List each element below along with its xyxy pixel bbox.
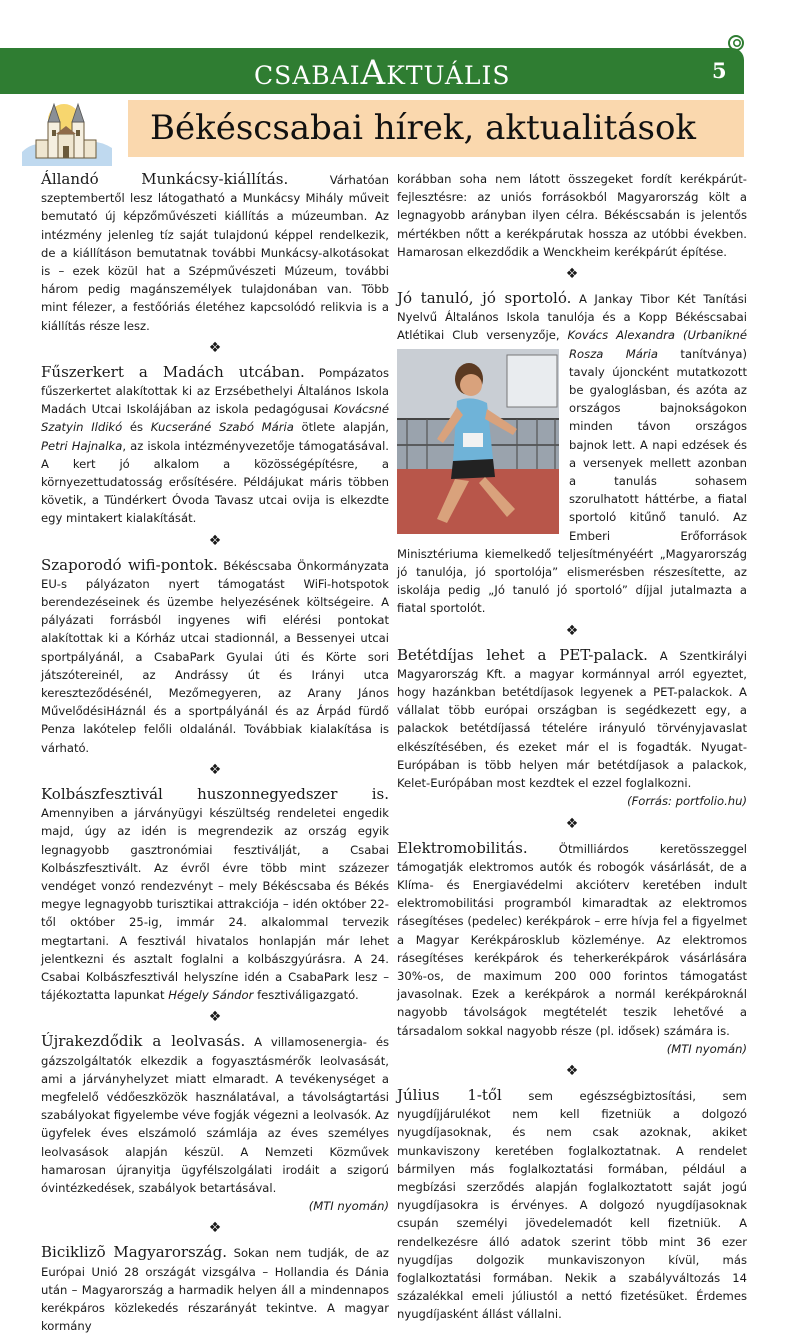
person-name: Hégely Sándor: [168, 988, 254, 1003]
source-note: (MTI nyomán): [666, 1041, 747, 1056]
article-body: , az iskola intézményvezetője támogatásával. A kert jó alkalom a közösségépítésre, a környezettudatosság erősítésére. Példájukat máris többen követik, a Tündérkert Óvoda Tavasz utcai ovija is elkezdte egy mintakert kialakítását.: [41, 438, 389, 526]
person-name: Kovácsné Szatyin Ildikó: [41, 402, 389, 435]
article-fuszerkert: [41, 363, 389, 528]
article-body: fesztiváligazgató.: [253, 988, 359, 1003]
athlete-photo: [397, 349, 559, 534]
article-leolvasas: [41, 1032, 389, 1215]
article-heading: Szaporodó wifi-pontok.: [41, 555, 218, 574]
article-body: A villamosenergia- és gázszolgáltatók elkezdik a fogyasztásmérők leolvasását, ami a járványhelyzet miatt elmaradt. A tevékenységet a megfelelő védőeszközök használatával, a távolságtartási szabályokat figyelembe véve fogják végezni a leolvasók. Az ügyfelek éves elszámoló számlája az éves személyes leolvasások alapján készül. A Nemzeti Közművek hamarosan újranyitja ügyfélszolgálati irodáit a szigorú óvintézkedések, szabályok betartásával.: [41, 1035, 390, 1195]
article-heading: Biciklizõ Magyarország.: [41, 1243, 227, 1262]
article-heading: Elektromobilitás.: [397, 838, 528, 857]
person-name: Petri Hajnalka: [41, 438, 123, 453]
right-column: [397, 170, 747, 1324]
article-heading: Újrakezdődik a leolvasás.: [41, 1032, 246, 1051]
article-body: Sokan nem tudják, de az Európai Unió 28 országát vizsgálva – Hollandia és Dánia után – Magyarország a harmadik helyen áll a mindennapos kerékpáros közlekedés részarányát tekintve. A magyar kormány: [41, 1246, 390, 1334]
separator: ❖: [565, 266, 579, 283]
article-heading: Jó tanuló, jó sportoló.: [397, 289, 572, 308]
church-illustration-icon: [20, 100, 130, 166]
article-body: Pompázatos fűszerkertet alakítottak ki az Erzsébethelyi Általános Iskola Madách Utcai Iskolájában az iskola pedagógusai: [41, 365, 390, 417]
article-elektromobilitas: [397, 839, 747, 1058]
article-biciklizo: [41, 1243, 389, 1335]
left-column: [41, 170, 389, 1335]
person-name: Kovács Alexandra (Urbanikné Rosza Mária: [567, 328, 747, 361]
article-body: Ötmilliárdos keretösszeggel támogatják elektromos autók és robogók vásárlását, de a Klíma- és Energiavédelmi akcióterv keretében indult elektromobilitási programból kimaradtak az elektromos rásegítéses (pedelec) kerékpárok – erre hívja fel a figyelmet a Magyar Kerékpárosklub közleménye. Az elektromos rásegítéses kerékpárok és teherkerékpárok vásárlására 30%-os, de maximum 200 000 forintos támogatást javasolnak. Ezek a kerékpárok a normál kerékpároknál nagyobb távolságok megtételét teszik lehetővé a társadalom sokkal nagyobb része (pl. idősek) számára is.: [397, 841, 747, 1038]
article-pet-palack: [397, 646, 747, 811]
article-body: Várhatóan szeptembertől lesz látogatható a Munkácsy Mihály műveit bemutató új képzőművészeti kiállítás a múzeumban. Az intézmény jelenleg tíz saját tulajdonú képpel rendelkezik, de a kiállításon bemutatnak további Munkácsy-alkotásokat is – ezek közül hat a Szépművészeti Múzeum, további három pedig magánszemélyek tulajdonában van. Több mint félezer, a festőóriás életéhez kapcsolódó relikvia is a kiállítás része lesz.: [41, 173, 389, 333]
article-body: Békéscsaba Önkormányzata EU-s pályázaton nyert támogatást WiFi-hotspotok berendezéseinek és üzembe helyezésének költségeire. A pályázati forrásból ingyenes wifi elérési pontokat alakítottak ki a Kórház utcai stadionnál, a Bessenyei utcai sportpályánál, a CsabaPark Gyulai úti és Körte sori játszótereinél, az Andrássy út és Irányi utca kereszteződésénél, Mezőmegyeren, az Arany János MűvelődésiHáznál és a sportpályánál és az Árpád fürdő Penza lakótelep felőli oldalánál. Továbbiak kialakítása is várható.: [41, 558, 389, 755]
article-jo-tanulo: [397, 289, 747, 618]
magazine-title: [254, 53, 511, 93]
separator: ❖: [208, 339, 222, 356]
person-name: Kucseráné Szabó Mária: [150, 420, 294, 435]
source-note: (Forrás: portfolio.hu): [627, 794, 747, 809]
article-body: ötlete alapján,: [293, 420, 389, 435]
article-heading: Fűszerkert a Madách utcában.: [41, 362, 305, 381]
article-wifi: [41, 556, 389, 757]
article-kolbaszfesztival: [41, 785, 389, 1004]
article-body: tanítványa) tavaly újoncként mutatkozott be gyaloglásban, és azóta az országos bajnokságokon minden távon országos bajnok lett. A napi edzések és a versenyek mellett azonban a tanulás sohasem szorulhatott háttérbe, a fiatal sportoló kitűnő tanuló. Az Emberi Erőforrások Minisztériuma kiemelkedő teljesítményéért „Magyarország jó tanulója, jó sportolója” elismerésben részesítette, az iskolája pedig „Jó tanuló jó sportoló” díjjal jutalmazta a fiatal sportolót.: [397, 346, 747, 616]
article-body: A Jankay Tibor Két Tanítási Nyelvű Általános Iskola tanulója és a Kopp Békéscsabai Atlétikai Club versenyzője,: [397, 292, 748, 343]
article-body: A Szentkirályi Magyarország Kft. a magyar kormánnyal arról egyeztet, hogy hazánkban betétdíjasok legyenek a PET-palackok. A vállalat több európai országban is segédkezett egy, a palackok betétdíjassá tételére irányuló törvényjavaslat elkészítésében, és ezeket már el is fogadták. Nyugat-Európában is több helyen már betétdíjasok a palackok, Kelet-Európában most kezdtek el ezzel foglalkozni.: [397, 648, 747, 791]
article-biciklizo-continued: [397, 170, 747, 261]
title-part-3: KTUÁLIS: [386, 61, 511, 90]
separator: ❖: [208, 761, 222, 778]
article-munkacsy: [41, 170, 389, 335]
article-body: sem egészségbiztosítási, sem nyugdíjjárulékot nem kell fizetniük a dolgozó nyugdíjasoknak, és nem csak azoknak, akiket munkaviszony keretében foglalkoztatnak. A rendelet bármilyen más foglalkoztatási formában, például a megbízási szerződés alapján foglalkoztatott saját jogú nyugdíjasokra is érvényes. A dolgozó nyugdíjasoknak csupán személyi jövedelemadót kell fizetniük. A rendelkezésre álló adatok szerint több mint 36 ezer nyugdíjas dolgozik munkaviszonyon kívül, más foglalkoztatási formában. Nekik a szabályváltozás 14 százalékkal emeli júliustól a nettó fizetésüket. Érdemes nyugdíjasként állást vállalni.: [397, 1088, 747, 1322]
separator: ❖: [208, 532, 222, 549]
page-number: 5: [712, 58, 727, 83]
section-title: Békéscsabai hírek, aktualitások: [150, 108, 697, 148]
separator: ❖: [565, 1062, 579, 1079]
separator: ❖: [565, 622, 579, 639]
title-part-2: A: [360, 53, 387, 93]
article-heading: Betétdíjas lehet a PET-palack.: [397, 645, 648, 664]
article-heading: Állandó Munkácsy-kiállítás.: [41, 170, 289, 188]
title-part-1: CSABAI: [254, 61, 361, 90]
article-heading: Kolbászfesztivál huszonnegyedszer is.: [41, 784, 389, 803]
article-body: Amennyiben a járványügyi készültség rendeletei engedik majd, úgy az idén is megrendezik az ország egyik legnagyobb gasztronómiai fesztiválját, a Csabai Kolbászfesztivált. Az évről évre több mint százezer vendéget vonzó rendezvényt – mely Békéscsaba és Békés megye legnagyobb turisztikai attrakciója – idén október 22-től október 25-ig, immár 24. alkalommal tervezik megtartani. A fesztivál hivatalos honlapján már lehet jelentkezni és asztalt foglalni a kolbászgyúrásra. A 24. Csabai Kolbászfesztivál helyszíne idén a CsabaPark lesz – tájékoztatta lapunkat: [41, 806, 389, 1003]
article-body: és: [122, 420, 151, 435]
separator: ❖: [208, 1220, 222, 1237]
separator: ❖: [565, 815, 579, 832]
separator: ❖: [208, 1009, 222, 1026]
article-heading: Július 1-től: [397, 1085, 502, 1104]
source-note: (MTI nyomán): [308, 1199, 389, 1214]
article-julius-1: [397, 1086, 747, 1324]
article-body: korábban soha nem látott összegeket fordít kerékpárút-fejlesztésre: az uniós forrásokból Magyarország költ a legnagyobb arányban ilyen célra. Békéscsabán is jelentős mértékben nőtt a kerékpárutak hossza az utóbbi években. Hamarosan elkezdődik a Wenckheim kerékpárút építése.: [397, 172, 747, 259]
